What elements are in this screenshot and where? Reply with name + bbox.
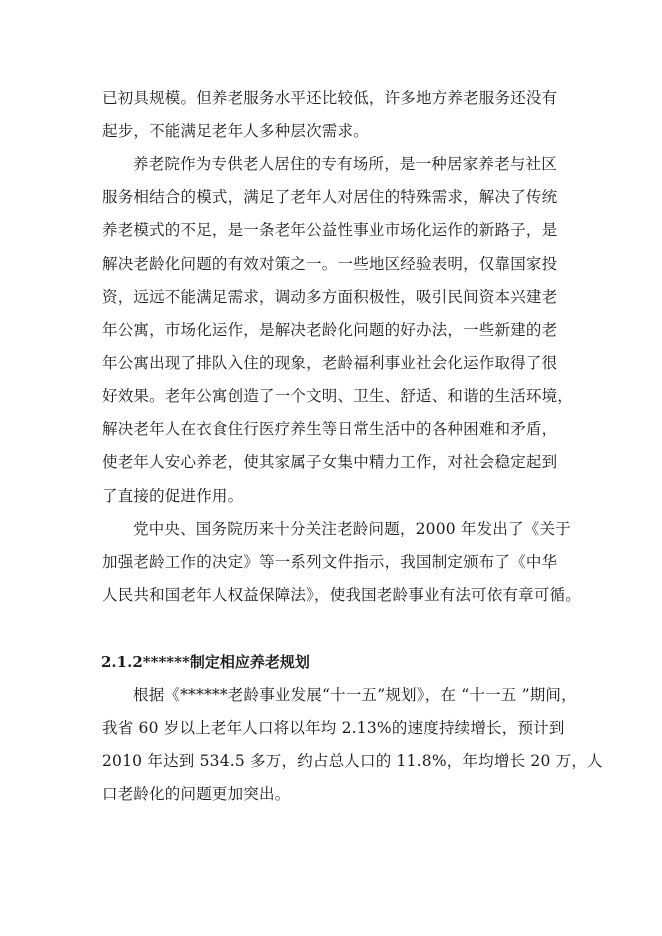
paragraph-1-line-1: 已初具规模。但养老服务水平还比较低，许多地方养老服务还没有 bbox=[102, 89, 558, 107]
paragraph-2-line-5: 资，远远不能满足需求，调动多方面积极性，吸引民间资本兴建老 bbox=[102, 288, 558, 306]
section-line-4: 口老龄化的问题更加突出。 bbox=[102, 785, 291, 803]
paragraph-2-line-2: 服务相结合的模式，满足了老年人对居住的特殊需求，解决了传统 bbox=[102, 188, 558, 206]
paragraph-3-line-2: 加强老龄工作的决定》等一系列文件指示，我国制定颁布了《中华 bbox=[102, 553, 558, 571]
paragraph-2-line-9: 解决老年人在衣食住行医疗养生等日常生活中的各种困难和矛盾， bbox=[102, 420, 558, 438]
paragraph-2-line-11: 了直接的促进作用。 bbox=[102, 487, 244, 505]
section-line-2: 我省 60 岁以上老年人口将以年均 2.13%的速度持续增长，预计到 bbox=[102, 719, 565, 737]
paragraph-1-line-2: 起步，不能满足老年人多种层次需求。 bbox=[102, 122, 369, 140]
paragraph-2-line-3: 养老模式的不足，是一条老年公益性事业市场化运作的新路子，是 bbox=[102, 221, 558, 239]
paragraph-3-line-3: 人民共和国老年人权益保障法》，使我国老龄事业有法可依有章可循。 bbox=[102, 586, 581, 604]
paragraph-2-line-6: 年公寓，市场化运作，是解决老龄化问题的好办法，一些新建的老 bbox=[102, 321, 558, 339]
section-line-3: 2010 年达到 534.5 多万，约占总人口的 11.8%，年均增长 20 万，人 bbox=[102, 752, 603, 770]
paragraph-2-line-4: 解决老龄化问题的有效对策之一。一些地区经验表明，仅靠国家投 bbox=[102, 255, 558, 273]
paragraph-3-line-1: 党中央、国务院历来十分关注老龄问题，2000 年发出了《关于 bbox=[133, 520, 571, 538]
section-line-1: 根据《******老龄事业发展“十一五”规划》，在 “十一五 ”期间， bbox=[133, 686, 577, 704]
paragraph-2-line-8: 好效果。老年公寓创造了一个文明、卫生、舒适、和谐的生活环境， bbox=[102, 387, 574, 405]
section-heading: 2.1.2******制定相应养老规划 bbox=[101, 653, 310, 671]
paragraph-2-line-10: 使老年人安心养老，使其家属子女集中精力工作，对社会稳定起到 bbox=[102, 453, 558, 471]
paragraph-2-line-1: 养老院作为专供老人居住的专有场所，是一种居家养老与社区 bbox=[133, 155, 557, 173]
paragraph-2-line-7: 年公寓出现了排队入住的现象，老龄福利事业社会化运作取得了很 bbox=[102, 354, 558, 372]
